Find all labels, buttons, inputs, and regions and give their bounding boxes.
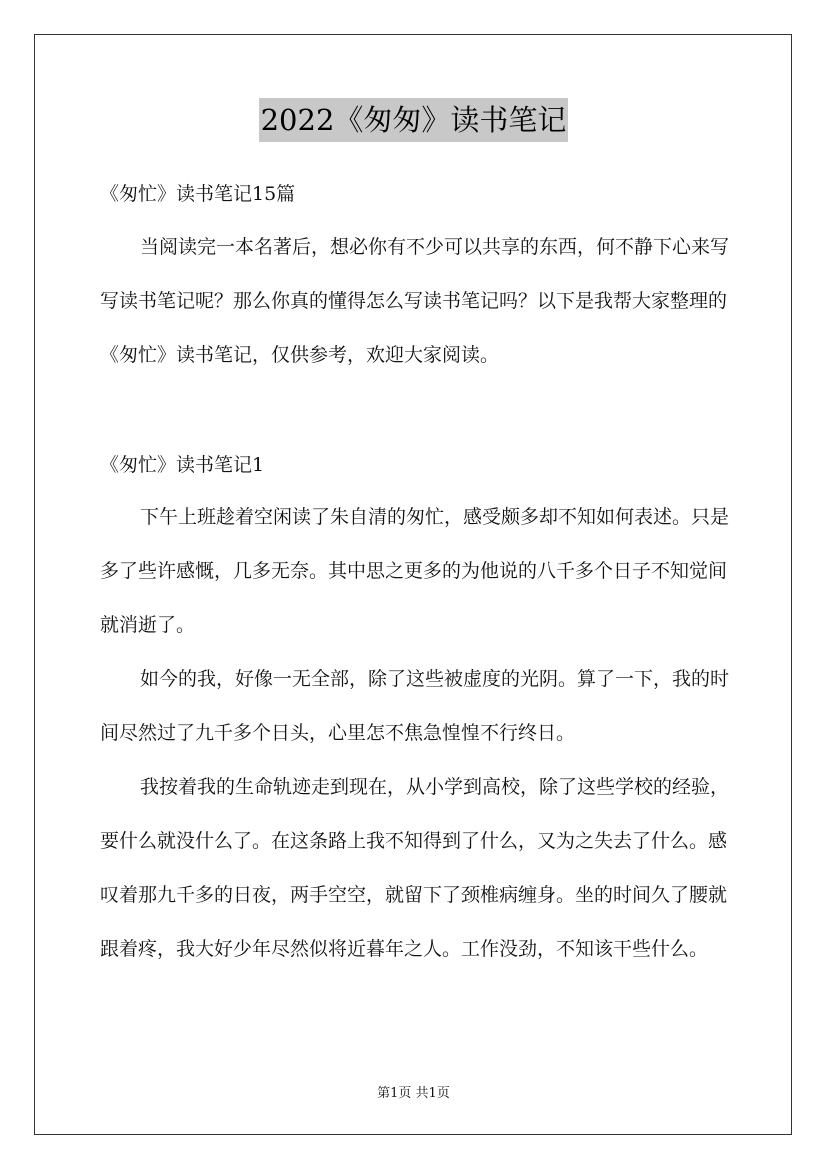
section-heading-overview: 《匆忙》读书笔记15篇 [100, 183, 296, 205]
page-footer: 第1页 共1页 [377, 1086, 450, 1101]
intro-paragraph: 当阅读完一本名著后，想必你有不少可以共享的东西，何不静下心来写写读书笔记呢？那么你真的懂得怎么写读书笔记吗？以下是我帮大家整理的《匆忙》读书笔记，仅供参考，欢迎大家阅读。 [100, 236, 730, 366]
document-title: 2022《匆匆》读书笔记 [259, 98, 569, 142]
body-paragraph-1: 下午上班趁着空闲读了朱自清的匆忙，感受颇多却不知如何表述。只是多了些许感慨，几多无奈。其中思之更多的为他说的八千多个日子不知觉间就消逝了。 [100, 506, 730, 636]
body-paragraph-3: 我按着我的生命轨迹走到现在，从小学到高校，除了这些学校的经验，要什么就没什么了。在这条路上我不知得到了什么，又为之失去了什么。感叹着那九千多的日夜，两手空空，就留下了颈椎病缠身。坐的时间久了腰就跟着疼，我大好少年尽然似将近暮年之人。工作没劲，不知该干些什么。 [100, 776, 730, 960]
body-paragraph-2: 如今的我，好像一无全部，除了这些被虚度的光阴。算了一下，我的时间尽然过了九千多个日头，心里怎不焦急惶惶不行终日。 [100, 668, 730, 744]
section-heading-note-1: 《匆忙》读书笔记1 [100, 454, 265, 476]
title-container [0, 98, 827, 142]
